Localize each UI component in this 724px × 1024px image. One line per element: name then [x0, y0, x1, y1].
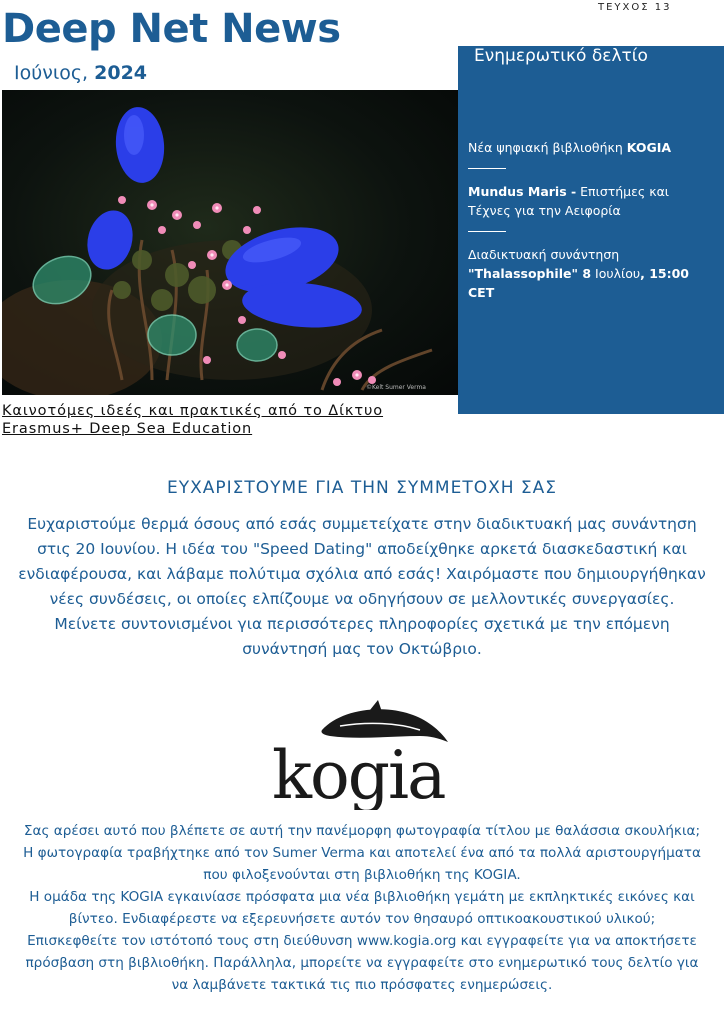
- sidebar-divider: [468, 231, 506, 232]
- photo-credit: ©Kelt Sumer Verma: [366, 384, 426, 391]
- article-paragraph-1: Σας αρέσει αυτό που βλέπετε σε αυτή την πανέμορφη φωτογραφία τίτλου με θαλάσσια σκουλήκια; Η φωτογραφία τραβήχτηκε από τον Sumer Verma και αποτελεί ένα από τα πολλά αριστουργήματα που φιλοξενούνται στη βιβλιοθήκη της KOGIA.: [23, 823, 701, 883]
- sidebar-title: Ενημερωτικό δελτίο: [474, 46, 648, 66]
- intro-paragraph-1: Ευχαριστούμε θερμά όσους από εσάς συμμετείχατε στην διαδικτυακή μας συνάντηση στις 20 Ιουνίου. Η ιδέα του "Speed Dating" αποδείχθηκε αρκετά διασκεδαστική και ενδιαφέρουσα, και λάβαμε πολύτιμα σχόλια από εσάς! Χαιρόμαστε που δημιουργήθηκαν νέες συνδέσεις, οι οποίες ελπίζουμε να οδηγήσουν σε μελλοντικές συνεργασίες.: [18, 515, 706, 608]
- section-title: ΕΥΧΑΡΙΣΤΟΥΜΕ ΓΙΑ ΤΗΝ ΣΥΜΜΕΤΟΧΗ ΣΑΣ: [166, 478, 558, 498]
- whale-logo-icon: [270, 700, 460, 810]
- caption-line-1: Καινοτόμες ιδεές και πρακτικές από το Δίκτυο: [2, 403, 384, 419]
- masthead-title: Deep Net News: [2, 6, 341, 52]
- newsletter-sidebar: [458, 46, 724, 414]
- intro-paragraph-2: Μείνετε συντονισμένοι για περισσότερες πληροφορίες σχετικά με την επόμενη συνάντησή μας τον Οκτώβριο.: [54, 615, 670, 658]
- sidebar-divider: [468, 168, 506, 169]
- article-paragraph-3: Επισκεφθείτε τον ιστότοπό τους στη διεύθυνση www.kogia.org και εγγραφείτε για να αποκτήσετε πρόσβαση στη βιβλιοθήκη. Παράλληλα, μπορείτε να εγγραφείτε στο ενημερωτικό τους δελτίο για να λαμβάνετε τακτικά τις πιο πρόσφατες ενημερώσεις.: [25, 933, 699, 993]
- item2-text: Επιστήμες και Τέχνες για την Αειφορία: [468, 184, 670, 218]
- date-year: 2024: [94, 62, 148, 84]
- caption-line-2: Erasmus+ Deep Sea Education: [2, 421, 253, 437]
- intro-text: [10, 512, 714, 662]
- logo-wordmark: kogia: [272, 737, 445, 810]
- item3-bold2: , 15:00 CET: [468, 266, 689, 300]
- issue-date: [14, 62, 147, 84]
- issue-number: ΤΕΥΧΟΣ 13: [598, 2, 672, 13]
- item3-text1: Διαδικτυακή συνάντηση: [468, 247, 620, 262]
- kogia-article: [20, 820, 704, 996]
- sidebar-item-mundus-maris: [468, 182, 708, 220]
- sidebar-items: [468, 138, 708, 302]
- hero-photo: [2, 90, 458, 395]
- article-paragraph-2: Η ομάδα της KOGIA εγκαινίασε πρόσφατα μια νέα βιβλιοθήκη γεμάτη με εκπληκτικές εικόνες και βίντεο. Ενδιαφέρεστε να εξερευνήσετε αυτόν τον θησαυρό οπτικοακουστικού υλικού;: [29, 889, 695, 927]
- item3-text2: Ιουλίου: [591, 266, 641, 281]
- sidebar-item-thalassophile-meeting: [468, 245, 708, 302]
- item1-bold: KOGIA: [626, 140, 672, 155]
- item1-text: Νέα ψηφιακή βιβλιοθήκη: [468, 140, 627, 155]
- item3-bold1: "Thalassophile" 8: [468, 266, 592, 281]
- sea-squirt-illustration: [2, 90, 458, 395]
- sidebar-item-kogia-library: [468, 138, 708, 157]
- kogia-logo: [270, 700, 460, 810]
- item2-bold: Mundus Maris -: [468, 184, 577, 199]
- hero-caption: [2, 402, 383, 438]
- date-month: Ιούνιος,: [14, 62, 89, 84]
